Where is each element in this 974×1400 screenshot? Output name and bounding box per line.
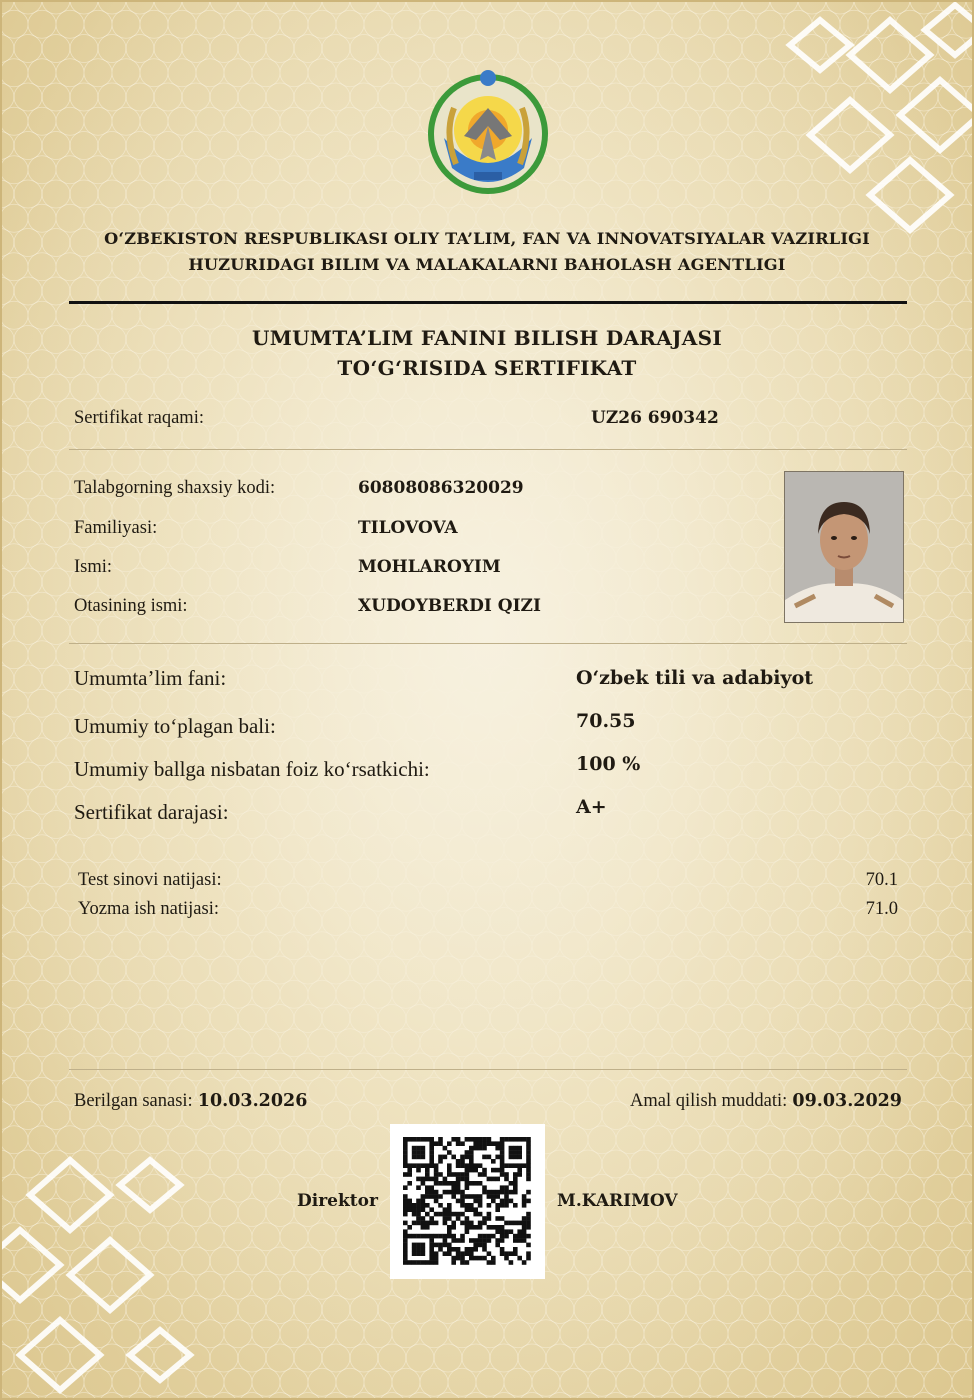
total-score-value: 70.55 bbox=[576, 710, 636, 732]
director-title: Direktor bbox=[297, 1191, 378, 1211]
qr-code[interactable] bbox=[390, 1124, 545, 1279]
patronymic-value: XUDOYBERDI QIZI bbox=[358, 596, 541, 616]
total-score-label: Umumiy to‘plagan bali: bbox=[74, 714, 276, 738]
applicant-photo bbox=[784, 471, 904, 623]
percent-label: Umumiy ballga nisbatan foiz ko‘rsatkichi: bbox=[74, 757, 430, 781]
issued-date-value: 10.03.2026 bbox=[197, 1091, 308, 1111]
section-divider bbox=[69, 643, 907, 644]
name-value: MOHLAROYIM bbox=[358, 557, 501, 577]
valid-until-label: Amal qilish muddati: bbox=[630, 1091, 788, 1111]
certificate-title-line-1: UMUMTA’LIM FANINI BILISH DARAJASI bbox=[251, 326, 723, 350]
corner-ornament-top-right bbox=[700, 0, 974, 260]
percent-value: 100 % bbox=[576, 753, 641, 775]
director-name: M.KARIMOV bbox=[557, 1191, 678, 1211]
valid-until-date bbox=[630, 1091, 902, 1112]
surname-value: TILOVOVA bbox=[358, 518, 458, 538]
organization-line-2: HUZURIDAGI BILIM VA MALAKALARNI BAHOLASH AGENTLIGI bbox=[188, 255, 786, 274]
corner-ornament-bottom-left bbox=[0, 1120, 260, 1400]
written-result-value: 71.0 bbox=[865, 899, 898, 919]
issued-date bbox=[74, 1091, 307, 1112]
certificate-title-line-2: TO‘G‘RISIDA SERTIFIKAT bbox=[337, 356, 637, 380]
section-divider bbox=[69, 449, 907, 450]
written-result-label: Yozma ish natijasi: bbox=[78, 899, 219, 919]
grade-label: Sertifikat darajasi: bbox=[74, 800, 229, 824]
section-divider bbox=[69, 1069, 907, 1070]
patronymic-label: Otasining ismi: bbox=[74, 596, 188, 616]
test-result-value: 70.1 bbox=[865, 870, 898, 890]
header-divider bbox=[69, 301, 907, 304]
pin-value: 60808086320029 bbox=[358, 478, 524, 498]
subject-value: O‘zbek tili va adabiyot bbox=[576, 667, 814, 689]
certificate-number-label: Sertifikat raqami: bbox=[74, 408, 204, 428]
subject-label: Umumta’lim fani: bbox=[74, 666, 227, 690]
organization-line-1: O‘ZBEKISTON RESPUBLIKASI OLIY TA’LIM, FAN VA INNOVATSIYALAR VAZIRLIGI bbox=[104, 229, 870, 248]
certificate-number: UZ26 690342 bbox=[591, 408, 719, 428]
pin-label: Talabgorning shaxsiy kodi: bbox=[74, 478, 276, 498]
surname-label: Familiyasi: bbox=[74, 518, 158, 538]
state-emblem-icon bbox=[424, 68, 552, 198]
grade-value: A+ bbox=[576, 796, 607, 818]
name-label: Ismi: bbox=[74, 557, 113, 577]
test-result-label: Test sinovi natijasi: bbox=[78, 870, 222, 890]
issued-date-label: Berilgan sanasi: bbox=[74, 1091, 193, 1111]
valid-until-value: 09.03.2029 bbox=[792, 1091, 902, 1111]
